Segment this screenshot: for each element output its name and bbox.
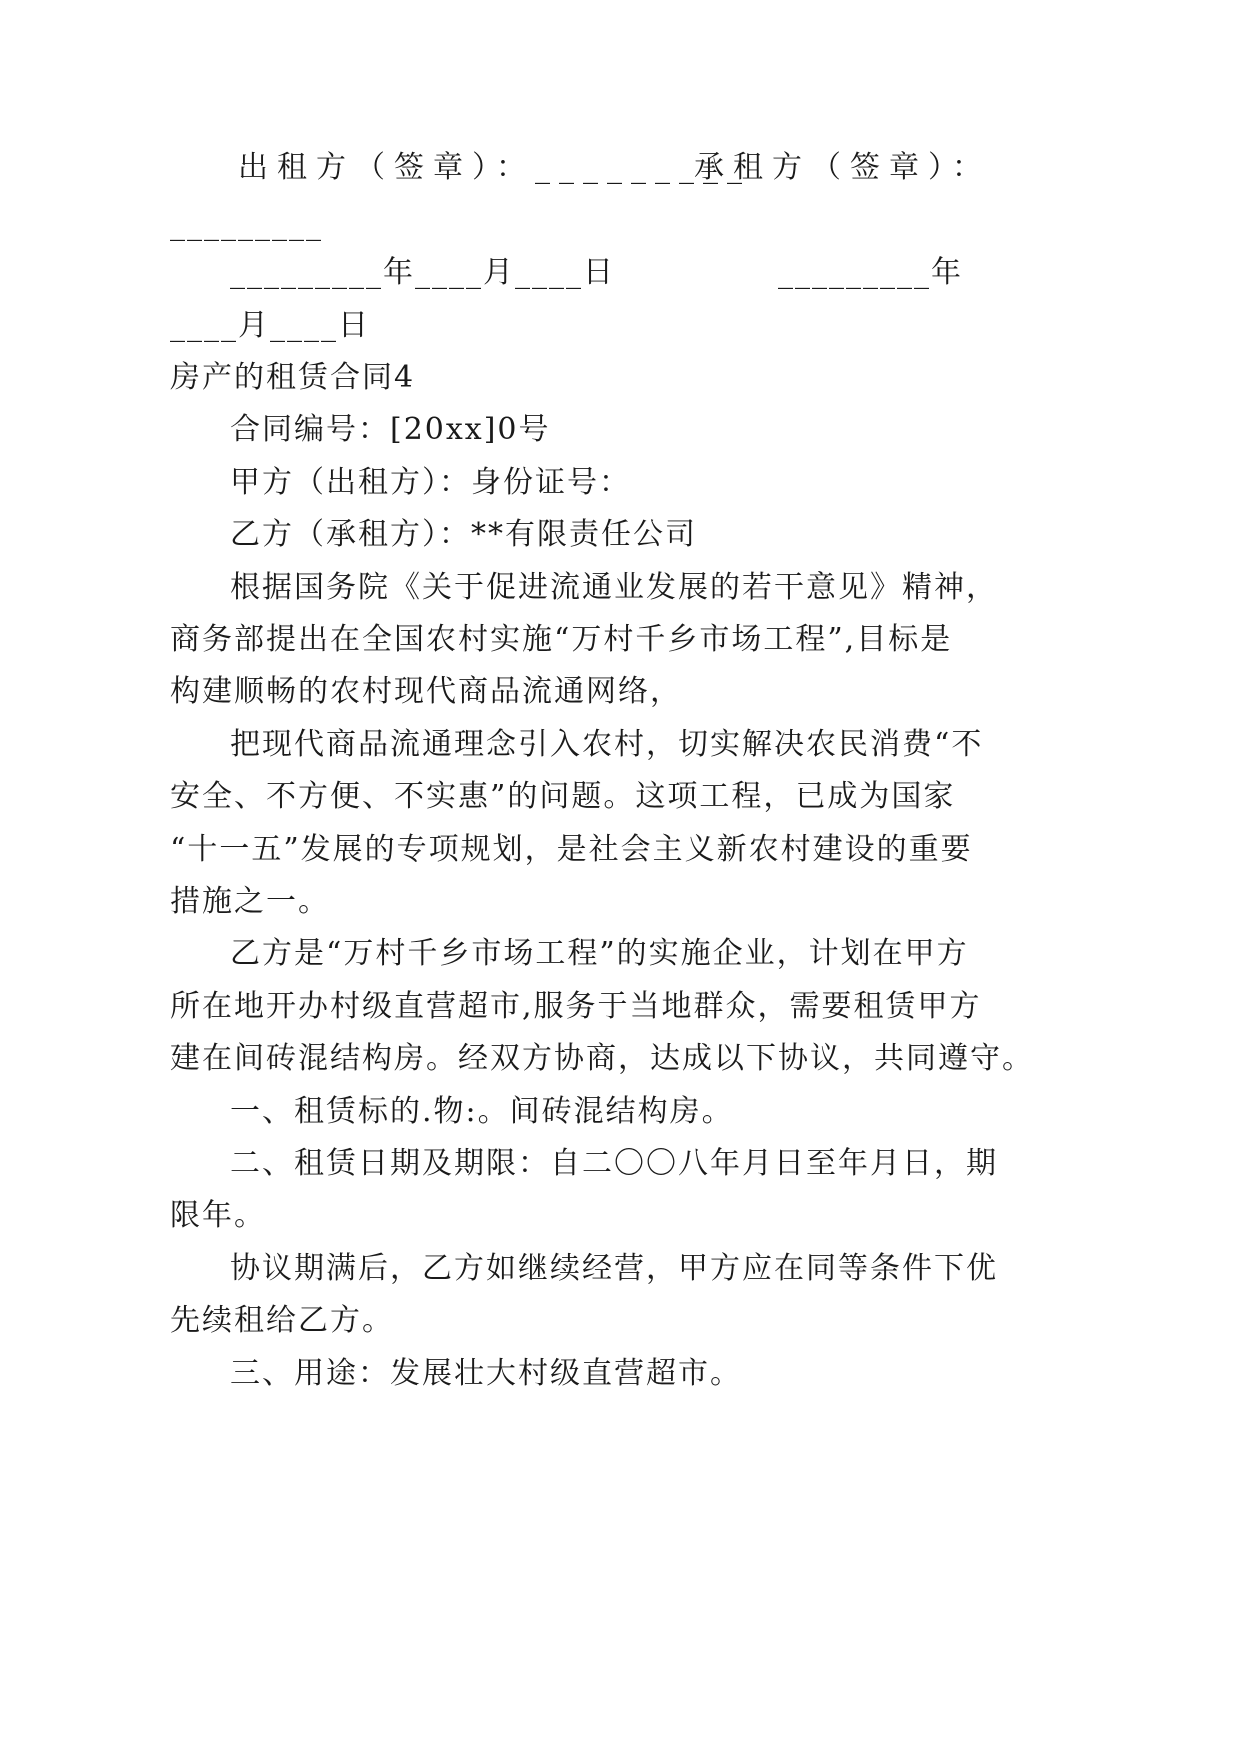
paragraph-line: 建在间砖混结构房。经双方协商，达成以下协议，共同遵守。 — [170, 1041, 1034, 1076]
clause-two-continued: 限年。 — [170, 1198, 266, 1233]
paragraph-line: 措施之一。 — [170, 884, 330, 919]
contract-number: 合同编号：[20xx]0号 — [230, 412, 551, 447]
paragraph-line: 乙方是“万村千乡市场工程”的实施企业，计划在甲方 — [230, 936, 969, 971]
document-title: 房产的租赁合同4 — [170, 360, 416, 395]
paragraph-line: 安全、不方便、不实惠”的问题。这项工程，已成为国家 — [170, 779, 956, 814]
paragraph-line: 先续租给乙方。 — [170, 1303, 394, 1338]
clause-two: 二、租赁日期及期限：自二〇〇八年月日至年月日，期 — [230, 1146, 998, 1181]
paragraph-line: 把现代商品流通理念引入农村，切实解决农民消费“不 — [230, 727, 984, 762]
clause-one: 一、租赁标的.物:。间砖混结构房。 — [230, 1094, 734, 1129]
lessor-date-line: _________年____月____日 — [230, 255, 615, 290]
party-a-line: 甲方（出租方）：身份证号： — [230, 465, 631, 500]
lessor-signature-line: 出租方（签章）：_________ — [238, 150, 751, 185]
paragraph-line: 构建顺畅的农村现代商品流通网络， — [170, 674, 682, 709]
lessee-date-continued: ____月____日 — [170, 308, 370, 343]
paragraph-line: 根据国务院《关于促进流通业发展的若干意见》精神， — [230, 570, 998, 605]
lessee-signature-line: 承租方（签章）： — [694, 150, 991, 185]
paragraph-line: 商务部提出在全国农村实施“万村千乡市场工程”,目标是 — [170, 622, 953, 657]
clause-three: 三、用途：发展壮大村级直营超市。 — [230, 1356, 742, 1391]
lessee-signature-blank: _________ — [170, 207, 323, 242]
lessee-date-line: _________年 — [778, 255, 963, 290]
paragraph-line: 所在地开办村级直营超市,服务于当地群众，需要租赁甲方 — [170, 989, 982, 1024]
paragraph-line: 协议期满后，乙方如继续经营，甲方应在同等条件下优 — [230, 1251, 998, 1286]
party-b-line: 乙方（承租方）：**有限责任公司 — [230, 517, 697, 552]
paragraph-line: “十一五”发展的专项规划，是社会主义新农村建设的重要 — [170, 832, 973, 867]
